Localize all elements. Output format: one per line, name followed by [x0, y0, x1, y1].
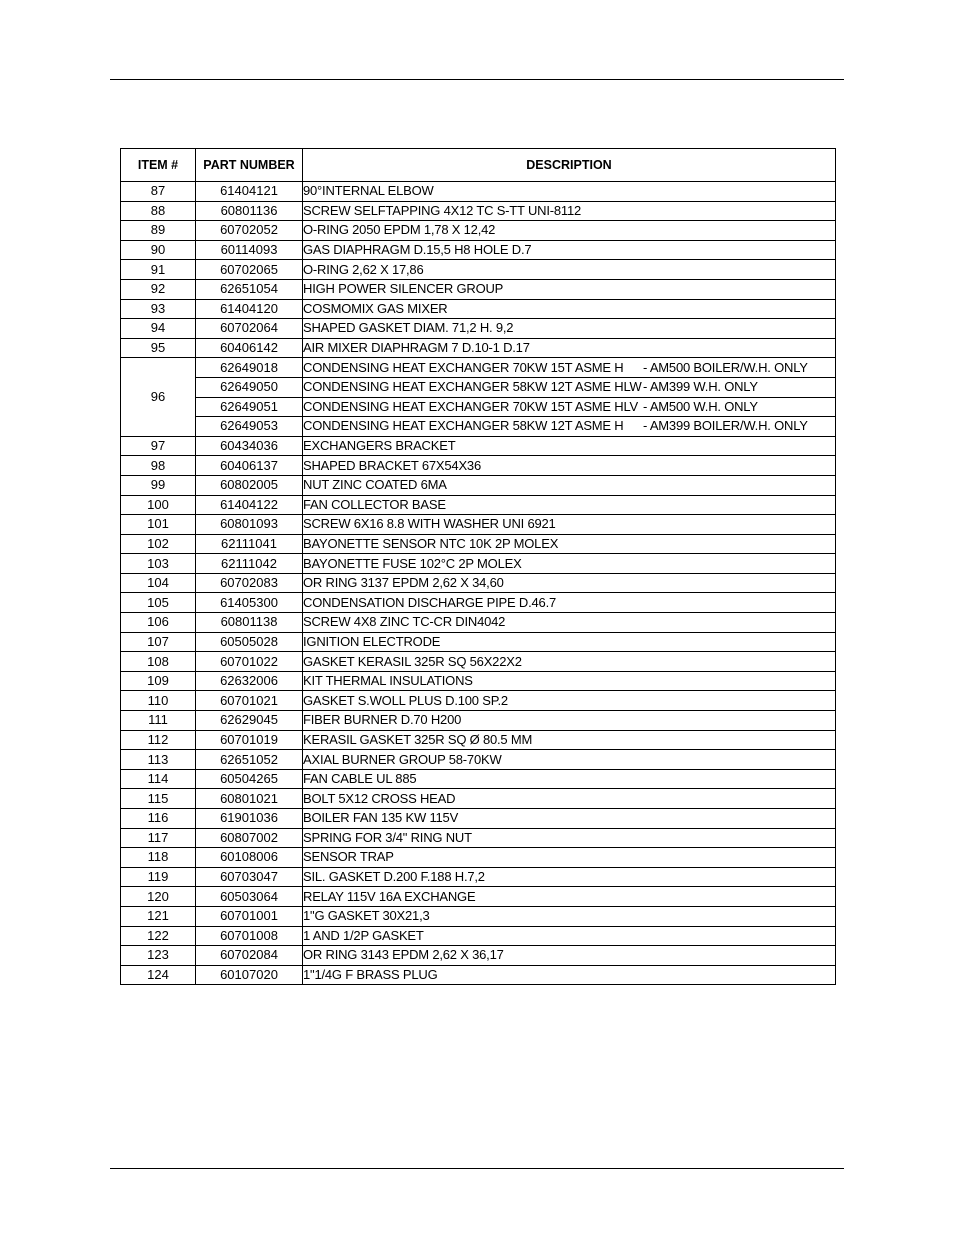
- description-cell: [303, 417, 836, 437]
- description-text: SCREW 6X16 8.8 WITH WASHER UNI 6921: [303, 516, 556, 532]
- description-text: KIT THERMAL INSULATIONS: [303, 673, 473, 689]
- description-text: AXIAL BURNER GROUP 58-70KW: [303, 751, 502, 767]
- part-number-cell: 62111041: [196, 534, 303, 554]
- description-text: SENSOR TRAP: [303, 849, 394, 865]
- item-cell: 97: [121, 436, 196, 456]
- item-cell: 105: [121, 593, 196, 613]
- description-cell: [303, 221, 836, 241]
- description-text: COSMOMIX GAS MIXER: [303, 300, 448, 316]
- part-number-cell: 60434036: [196, 436, 303, 456]
- description-text: SCREW SELFTAPPING 4X12 TC S-TT UNI-8112: [303, 202, 582, 218]
- table-row: [121, 691, 836, 711]
- description-cell: [303, 279, 836, 299]
- description-text: GASKET KERASIL 325R SQ 56X22X2: [303, 653, 522, 669]
- part-number-cell: 60504265: [196, 769, 303, 789]
- table-row: [121, 730, 836, 750]
- description-cell: [303, 769, 836, 789]
- item-cell: 118: [121, 848, 196, 868]
- table-row: [121, 632, 836, 652]
- item-cell: 108: [121, 652, 196, 672]
- table-row: [121, 750, 836, 770]
- description-text: IGNITION ELECTRODE: [303, 633, 441, 649]
- part-number-cell: 60801138: [196, 613, 303, 633]
- description-text: KERASIL GASKET 325R SQ Ø 80.5 MM: [303, 731, 533, 747]
- part-number-cell: 60702052: [196, 221, 303, 241]
- item-cell: 100: [121, 495, 196, 515]
- table-row: [121, 769, 836, 789]
- description-text: NUT ZINC COATED 6MA: [303, 477, 447, 493]
- item-cell: 98: [121, 456, 196, 476]
- part-number-cell: 60702064: [196, 319, 303, 339]
- part-number-cell: 60107020: [196, 965, 303, 985]
- description-text: CONDENSATION DISCHARGE PIPE D.46.7: [303, 594, 557, 610]
- part-number-cell: 61404122: [196, 495, 303, 515]
- description-cell: [303, 671, 836, 691]
- description-cell: [303, 397, 836, 417]
- item-cell: 122: [121, 926, 196, 946]
- item-cell: 124: [121, 965, 196, 985]
- item-cell: 110: [121, 691, 196, 711]
- item-cell: 94: [121, 319, 196, 339]
- description-text: 1"1/4G F BRASS PLUG: [303, 967, 438, 983]
- item-cell: 90: [121, 240, 196, 260]
- part-number-cell: 60406142: [196, 338, 303, 358]
- description-cell: [303, 358, 836, 378]
- description-text: RELAY 115V 16A EXCHANGE: [303, 888, 476, 904]
- item-cell: 92: [121, 279, 196, 299]
- description-text: SCREW 4X8 ZINC TC-CR DIN4042: [303, 614, 506, 630]
- part-number-cell: 60702065: [196, 260, 303, 280]
- table-row: [121, 495, 836, 515]
- parts-table-body: [121, 182, 836, 985]
- part-number-cell: 60701008: [196, 926, 303, 946]
- part-number-cell: 60702083: [196, 573, 303, 593]
- item-cell: 114: [121, 769, 196, 789]
- part-number-cell: 62649018: [196, 358, 303, 378]
- table-row: [121, 887, 836, 907]
- part-number-cell: 60503064: [196, 887, 303, 907]
- description-text: HIGH POWER SILENCER GROUP: [303, 281, 504, 297]
- description-text: 90°INTERNAL ELBOW: [303, 183, 434, 199]
- part-number-cell: 60702084: [196, 946, 303, 966]
- description-note: - AM399 BOILER/W.H. ONLY: [643, 418, 808, 434]
- description-cell: [303, 750, 836, 770]
- part-number-cell: 60701021: [196, 691, 303, 711]
- table-row: [121, 319, 836, 339]
- header-item: ITEM #: [121, 149, 196, 182]
- description-cell: [303, 436, 836, 456]
- table-row: [121, 848, 836, 868]
- part-number-cell: 60802005: [196, 475, 303, 495]
- description-text: EXCHANGERS BRACKET: [303, 438, 456, 454]
- item-cell: 109: [121, 671, 196, 691]
- table-row: [121, 946, 836, 966]
- part-number-cell: 60108006: [196, 848, 303, 868]
- description-text: SPRING FOR 3/4" RING NUT: [303, 829, 472, 845]
- description-cell: [303, 711, 836, 731]
- item-cell: 102: [121, 534, 196, 554]
- description-text: CONDENSING HEAT EXCHANGER 70KW 15T ASME H: [303, 359, 624, 375]
- description-text: CONDENSING HEAT EXCHANGER 58KW 12T ASME H: [303, 418, 624, 434]
- description-text: O-RING 2050 EPDM 1,78 X 12,42: [303, 222, 496, 238]
- table-row: [121, 299, 836, 319]
- description-cell: [303, 887, 836, 907]
- item-cell: 117: [121, 828, 196, 848]
- table-row: [121, 534, 836, 554]
- header-rule: [110, 79, 844, 80]
- table-row: [121, 240, 836, 260]
- part-number-cell: 62649050: [196, 377, 303, 397]
- item-cell: 87: [121, 182, 196, 202]
- header-part-number: PART NUMBER: [196, 149, 303, 182]
- item-cell: 115: [121, 789, 196, 809]
- part-number-cell: 62649053: [196, 417, 303, 437]
- description-cell: [303, 534, 836, 554]
- description-cell: [303, 828, 836, 848]
- description-text: BAYONETTE SENSOR NTC 10K 2P MOLEX: [303, 535, 559, 551]
- table-row: [121, 554, 836, 574]
- description-text: AIR MIXER DIAPHRAGM 7 D.10-1 D.17: [303, 340, 530, 356]
- description-text: SHAPED BRACKET 67X54X36: [303, 457, 481, 473]
- table-row: [121, 867, 836, 887]
- table-header-row: [121, 149, 836, 182]
- part-number-cell: 60801093: [196, 515, 303, 535]
- description-text: SHAPED GASKET DIAM. 71,2 H. 9,2: [303, 320, 514, 336]
- table-row: [121, 338, 836, 358]
- item-cell: 101: [121, 515, 196, 535]
- item-cell: 113: [121, 750, 196, 770]
- part-number-cell: 62629045: [196, 711, 303, 731]
- item-cell: 89: [121, 221, 196, 241]
- description-text: 1"G GASKET 30X21,3: [303, 908, 430, 924]
- description-text: OR RING 3143 EPDM 2,62 X 36,17: [303, 947, 504, 963]
- item-cell: 93: [121, 299, 196, 319]
- item-cell: 123: [121, 946, 196, 966]
- description-note: - AM500 BOILER/W.H. ONLY: [643, 359, 808, 375]
- part-number-cell: 62111042: [196, 554, 303, 574]
- description-text: 1 AND 1/2P GASKET: [303, 927, 424, 943]
- parts-table: [120, 148, 836, 985]
- part-number-cell: 60406137: [196, 456, 303, 476]
- table-row: [121, 613, 836, 633]
- item-cell: 88: [121, 201, 196, 221]
- table-row: [121, 475, 836, 495]
- description-text: FAN COLLECTOR BASE: [303, 496, 446, 512]
- table-row: [121, 573, 836, 593]
- description-cell: [303, 495, 836, 515]
- table-row: [121, 221, 836, 241]
- part-number-cell: 61901036: [196, 809, 303, 829]
- description-text: BOLT 5X12 CROSS HEAD: [303, 790, 456, 806]
- part-number-cell: 60701019: [196, 730, 303, 750]
- table-row: [121, 652, 836, 672]
- description-cell: [303, 926, 836, 946]
- table-row: [121, 279, 836, 299]
- description-cell: [303, 182, 836, 202]
- table-row: [121, 201, 836, 221]
- part-number-cell: 60114093: [196, 240, 303, 260]
- description-cell: [303, 789, 836, 809]
- description-cell: [303, 377, 836, 397]
- description-cell: [303, 965, 836, 985]
- description-text: CONDENSING HEAT EXCHANGER 58KW 12T ASME HLW: [303, 379, 642, 395]
- description-cell: [303, 573, 836, 593]
- table-row: [121, 593, 836, 613]
- table-row: [121, 358, 836, 378]
- table-row: [121, 789, 836, 809]
- item-cell: 112: [121, 730, 196, 750]
- description-cell: [303, 691, 836, 711]
- part-number-cell: 60701001: [196, 906, 303, 926]
- description-cell: [303, 652, 836, 672]
- item-cell: 104: [121, 573, 196, 593]
- description-text: OR RING 3137 EPDM 2,62 X 34,60: [303, 575, 504, 591]
- item-cell: 116: [121, 809, 196, 829]
- table-row: [121, 671, 836, 691]
- item-cell: 99: [121, 475, 196, 495]
- part-number-cell: 62651054: [196, 279, 303, 299]
- table-row: [121, 182, 836, 202]
- header-description: DESCRIPTION: [303, 149, 836, 182]
- table-row: [121, 828, 836, 848]
- description-cell: [303, 632, 836, 652]
- part-number-cell: 61404120: [196, 299, 303, 319]
- item-cell: 119: [121, 867, 196, 887]
- description-cell: [303, 201, 836, 221]
- part-number-cell: 60703047: [196, 867, 303, 887]
- part-number-cell: 60807002: [196, 828, 303, 848]
- part-number-cell: 62632006: [196, 671, 303, 691]
- description-cell: [303, 730, 836, 750]
- description-cell: [303, 554, 836, 574]
- description-text: FAN CABLE UL 885: [303, 771, 417, 787]
- description-text: FIBER BURNER D.70 H200: [303, 712, 462, 728]
- part-number-cell: 60701022: [196, 652, 303, 672]
- description-cell: [303, 515, 836, 535]
- part-number-cell: 60801136: [196, 201, 303, 221]
- description-cell: [303, 338, 836, 358]
- item-cell: 120: [121, 887, 196, 907]
- description-text: CONDENSING HEAT EXCHANGER 70KW 15T ASME HLV: [303, 398, 639, 414]
- description-note: - AM399 W.H. ONLY: [643, 379, 758, 395]
- part-number-cell: 60505028: [196, 632, 303, 652]
- table-row: [121, 926, 836, 946]
- item-cell: 91: [121, 260, 196, 280]
- part-number-cell: 61404121: [196, 182, 303, 202]
- description-text: SIL. GASKET D.200 F.188 H.7,2: [303, 869, 485, 885]
- description-cell: [303, 593, 836, 613]
- description-cell: [303, 319, 836, 339]
- description-cell: [303, 299, 836, 319]
- description-text: GAS DIAPHRAGM D.15,5 H8 HOLE D.7: [303, 242, 532, 258]
- description-cell: [303, 848, 836, 868]
- description-cell: [303, 809, 836, 829]
- item-cell: 96: [121, 358, 196, 436]
- description-cell: [303, 613, 836, 633]
- description-cell: [303, 240, 836, 260]
- description-cell: [303, 260, 836, 280]
- item-cell: 106: [121, 613, 196, 633]
- table-row: [121, 260, 836, 280]
- description-text: O-RING 2,62 X 17,86: [303, 261, 424, 277]
- description-cell: [303, 946, 836, 966]
- part-number-cell: 62651052: [196, 750, 303, 770]
- table-row: [121, 809, 836, 829]
- item-cell: 107: [121, 632, 196, 652]
- part-number-cell: 61405300: [196, 593, 303, 613]
- item-cell: 121: [121, 906, 196, 926]
- table-row: [121, 515, 836, 535]
- table-row: [121, 456, 836, 476]
- table-row: [121, 906, 836, 926]
- description-text: BOILER FAN 135 KW 115V: [303, 810, 459, 826]
- part-number-cell: 62649051: [196, 397, 303, 417]
- table-row: [121, 965, 836, 985]
- description-text: GASKET S.WOLL PLUS D.100 SP.2: [303, 692, 508, 708]
- description-text: BAYONETTE FUSE 102°C 2P MOLEX: [303, 555, 522, 571]
- item-cell: 103: [121, 554, 196, 574]
- item-cell: 111: [121, 711, 196, 731]
- table-row: [121, 711, 836, 731]
- description-cell: [303, 867, 836, 887]
- footer-rule: [110, 1168, 844, 1169]
- item-cell: 95: [121, 338, 196, 358]
- table-row: [121, 417, 836, 437]
- part-number-cell: 60801021: [196, 789, 303, 809]
- description-cell: [303, 906, 836, 926]
- table-row: [121, 377, 836, 397]
- description-cell: [303, 456, 836, 476]
- table-row: [121, 436, 836, 456]
- table-row: [121, 397, 836, 417]
- description-note: - AM500 W.H. ONLY: [643, 398, 758, 414]
- description-cell: [303, 475, 836, 495]
